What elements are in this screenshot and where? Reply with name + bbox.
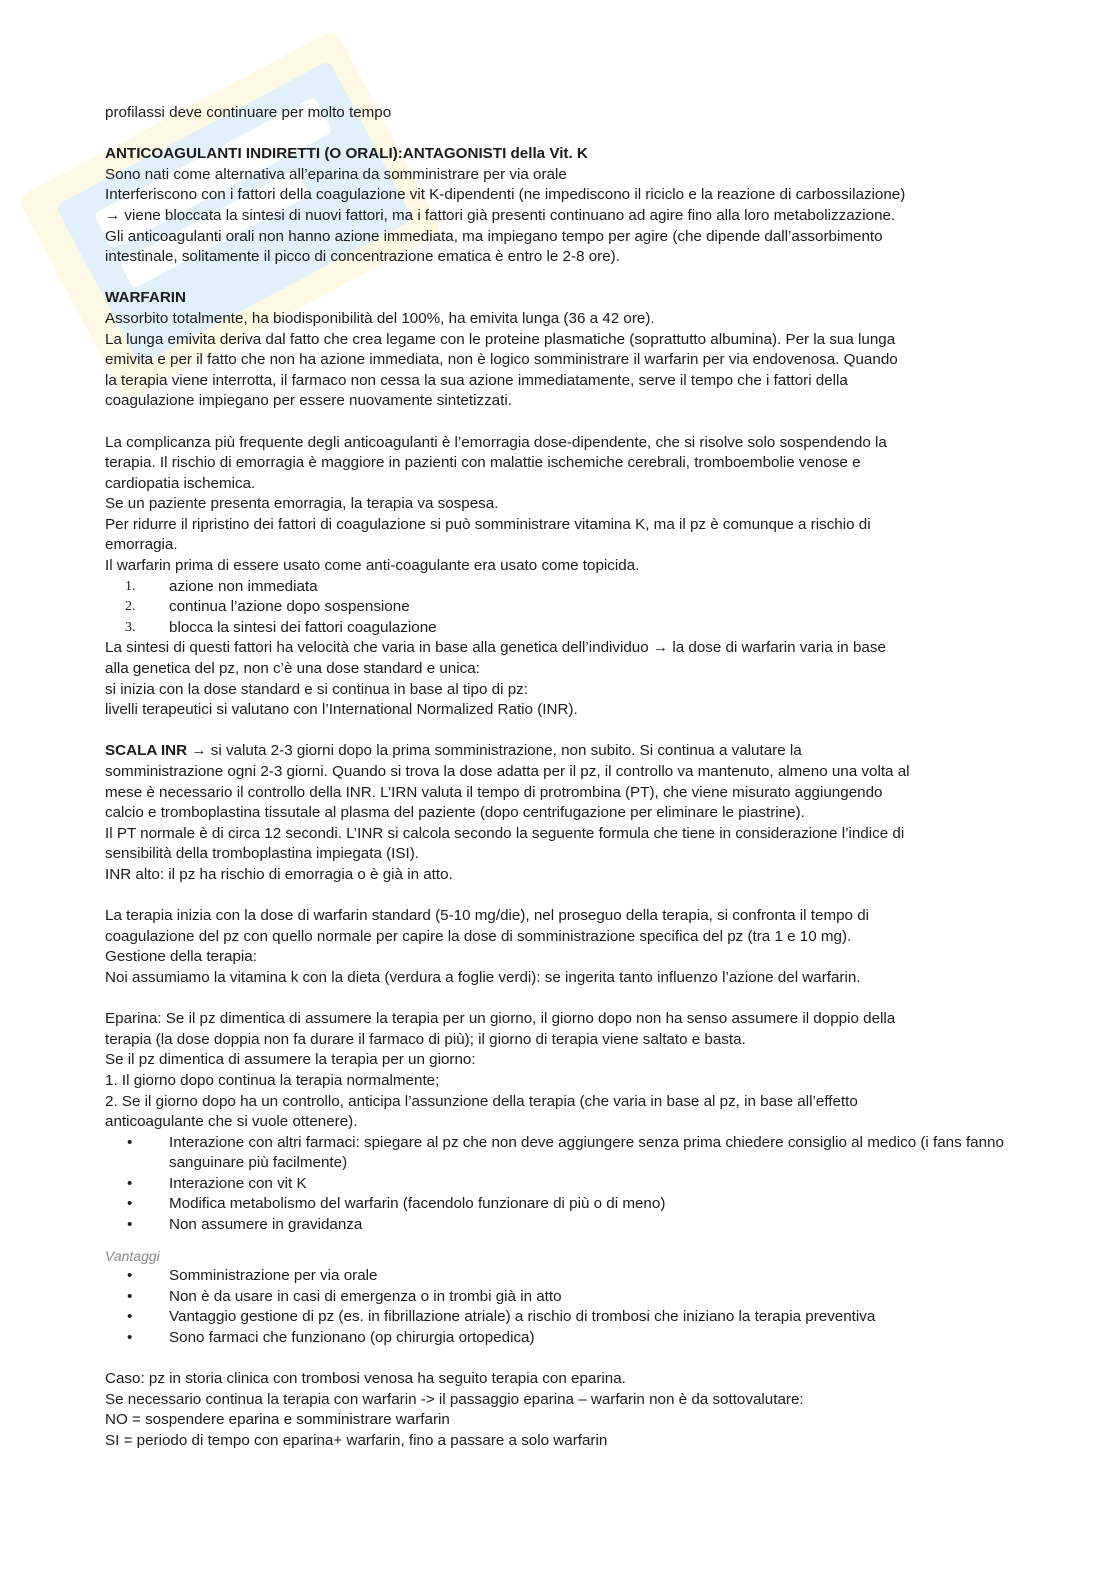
text-line: Eparina: Se il pz dimentica di assumere la terapia per un giorno, il giorno dopo non ha senso assumere il doppio della [105,1010,896,1028]
text-line: Interferiscono con i fattori della coagulazione vit K-dipendenti (ne impediscono il riciclo e la reazione di carbossilazione) [105,186,906,204]
list-number: 3. [125,619,136,635]
text-line: Caso: pz in storia clinica con trombosi venosa ha seguito terapia con eparina. [105,1370,626,1388]
text-line: Se necessario continua la terapia con warfarin -> il passaggio eparina – warfarin non è da sottovalutare: [105,1390,804,1408]
text-line: intestinale, solitamente il picco di concentrazione ematica è entro le 2-8 ore). [105,248,620,266]
text-line: → viene bloccata la sintesi di nuovi fattori, ma i fattori già presenti continuano ad agire fino alla loro metabolizzazione. [105,206,896,224]
list-item-text: Vantaggio gestione di pz (es. in fibrillazione atriale) a rischio di trombosi che iniziano la terapia preventiva [169,1308,876,1326]
list-item-text: Non è da usare in casi di emergenza o in trombi già in atto [169,1287,562,1305]
document-page [105,103,1020,1452]
list-item-text: Non assumere in gravidanza [169,1216,363,1234]
bullet-icon: • [127,1216,133,1234]
list-item [105,1194,1020,1215]
list-item-text: azione non immediata [169,577,318,595]
list-item [105,1307,1020,1328]
text-line: La terapia inizia con la dose di warfarin standard (5-10 mg/die), nel proseguo della terapia, si confronta il tempo di [105,907,870,925]
text-line: Se il pz dimentica di assumere la terapia per un giorno: [105,1051,476,1069]
text-line: Se un paziente presenta emorragia, la terapia va sospesa. [105,495,499,513]
text-line: La complicanza più frequente degli anticoagulanti è l’emorragia dose-dipendente, che si risolve solo sospendendo la [105,433,887,451]
text-line: cardiopatia ischemica. [105,474,256,492]
list-item [105,1287,1020,1308]
list-item [105,1215,1020,1236]
section-heading-anticoagulanti: ANTICOAGULANTI INDIRETTI (O ORALI):ANTAGONISTI della Vit. K [105,145,588,163]
text-line: Gestione della terapia: [105,948,257,966]
text-line: Assorbito totalmente, ha biodisponibilità del 100%, ha emivita lunga (36 a 42 ore). [105,309,655,327]
bullet-icon: • [127,1195,133,1213]
text-line: emorragia. [105,536,178,554]
bullet-icon: • [127,1329,133,1347]
inr-first-line [105,741,1020,762]
list-item-text: blocca la sintesi dei fattori coagulazione [169,618,437,636]
eparina-bullet-list [105,1133,1020,1236]
list-item-text: Sono farmaci che funzionano (op chirurgia ortopedica) [169,1329,535,1347]
text-line: Gli anticoagulanti orali non hanno azione immediata, ma impiegano tempo per agire (che dipende dall’assorbimento [105,227,883,245]
text-line: sensibilità della tromboplastina impiegata (ISI). [105,845,420,863]
text-line: Noi assumiamo la vitamina k con la dieta (verdura a foglie verdi): se ingerita tanto influenzo l’azione del warfarin. [105,968,861,986]
list-item-text: Interazione con vit K [169,1174,307,1192]
text-line: Il warfarin prima di essere usato come anti-coagulante era usato come topicida. [105,557,640,575]
list-number: 2. [125,599,136,615]
text-line: SI = periodo di tempo con eparina+ warfarin, fino a passare a solo warfarin [105,1432,608,1449]
list-item [105,577,1020,598]
warfarin-properties-list [105,577,1020,639]
text-line: livelli terapeutici si valutano con l’International Normalized Ratio (INR). [105,701,578,719]
text-line: alla genetica del pz, non c’è una dose standard e unica: [105,660,480,678]
text-line: Il PT normale è di circa 12 secondi. L’INR si calcola secondo la seguente formula che tiene in considerazione l’indice di [105,824,905,842]
list-item [105,1266,1020,1287]
bullet-icon: • [127,1267,133,1285]
text-line: Sono nati come alternativa all’eparina da somministrare per via orale [105,165,567,183]
list-item-text: Interazione con altri farmaci: spiegare al pz che non deve aggiungere senza prima chiedere consiglio al medico (i fans fanno sanguinare più facilmente) [169,1133,1004,1172]
list-item [105,618,1020,639]
intro-line: profilassi deve continuare per molto tempo [105,104,392,121]
bullet-icon: • [127,1174,133,1192]
section-heading-warfarin: WARFARIN [105,289,186,307]
list-item [105,597,1020,618]
list-item [105,1328,1020,1349]
text-line: coagulazione del pz con quello normale per capire la dose di somministrazione specifica del pz (tra 1 e 10 mg). [105,927,852,945]
bullet-icon: • [127,1308,133,1326]
text-line: NO = sospendere eparina e somministrare warfarin [105,1411,450,1429]
text-line: terapia. Il rischio di emorragia è maggiore in pazienti con malattie ischemiche cerebrali, tromboembolie venose e [105,454,861,472]
section-heading-inr: SCALA INR [105,742,188,760]
text-line: La sintesi di questi fattori ha velocità che varia in base alla genetica dell’individuo → la dose di warfarin varia in base [105,639,886,657]
text-line: si inizia con la dose standard e si continua in base al tipo di pz: [105,680,528,698]
text-line: la terapia viene interrotta, il farmaco non cessa la sua azione immediatamente, serve il tempo che i fattori della [105,371,848,389]
text-line: 2. Se il giorno dopo ha un controllo, anticipa l’assunzione della terapia (che varia in base al pz, in base all’effetto [105,1092,858,1110]
text-line: INR alto: il pz ha rischio di emorragia o è già in atto. [105,865,453,883]
text-line: calcio e tromboplastina tissutale al plasma del paziente (dopo centrifugazione per eliminare le piastrine). [105,804,805,822]
bullet-icon: • [127,1287,133,1305]
text-line: La lunga emivita deriva dal fatto che crea legame con le proteine plasmatiche (soprattutto albumina). Per la sua lunga [105,330,896,348]
text-line: 1. Il giorno dopo continua la terapia normalmente; [105,1071,440,1089]
list-item-text: continua l’azione dopo sospensione [169,598,410,616]
list-item [105,1133,1020,1174]
text-line: emivita e per il fatto che non ha azione immediata, non è logico somministrare il warfarin per via endovenosa. Quando [105,351,898,369]
list-item-text: Modifica metabolismo del warfarin (facendolo funzionare di più o di meno) [169,1195,666,1213]
list-number: 1. [125,578,136,594]
text-line: coagulazione impiegano per essere nuovamente sintetizzati. [105,392,512,410]
bullet-icon: • [127,1133,133,1151]
list-item [105,1174,1020,1195]
text-line: somministrazione ogni 2-3 giorni. Quando si trova la dose adatta per il pz, il controllo va mantenuto, almeno una volta al [105,763,910,780]
text-line: Per ridurre il ripristino dei fattori di coagulazione si può somministrare vitamina K, ma il pz è comunque a rischio di [105,515,871,533]
text-line: terapia (la dose doppia non fa durare il farmaco di più); il giorno di terapia viene saltato e basta. [105,1030,746,1048]
vantaggi-bullet-list [105,1266,1020,1348]
list-item-text: Somministrazione per via orale [169,1267,378,1285]
text-line: anticoagulante che si vuole ottenere). [105,1113,358,1131]
text-line: mese è necessario il controllo della INR. L’IRN valuta il tempo di protrombina (PT), che viene misurato aggiungendo [105,783,883,801]
vantaggi-label: Vantaggi [105,1247,160,1264]
inr-first-line-text: → si valuta 2-3 giorni dopo la prima somministrazione, non subito. Si continua a valutare la [187,742,802,760]
